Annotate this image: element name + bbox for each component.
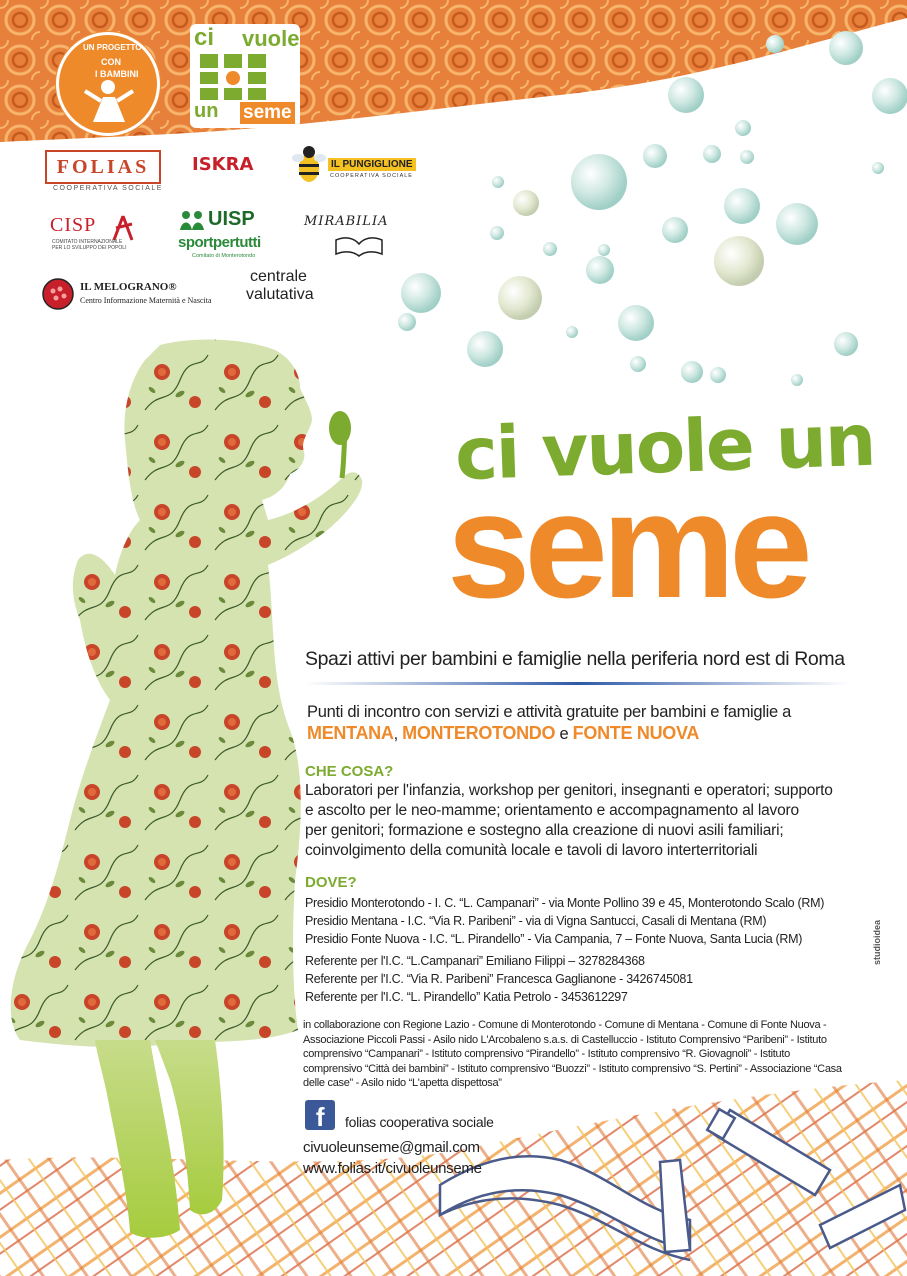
melograno-sub: Centro Informazione Maternità e Nascita [80,296,212,305]
centrale-line2: valutativa [246,286,314,303]
iskra-name: ISKRA [192,154,254,175]
website-link[interactable]: www.folias.it/civuoleunseme [303,1160,482,1177]
pungiglione-logo [292,142,412,188]
con-i-bambini-line2: CON [101,57,121,67]
collaboration-text: in collaborazione con Regione Lazio - Comune di Monterotondo - Comune di Mentana - Comune di Fonte Nuova - Associazione Piccoli Passi - Asilo nido L'Arcobaleno s.a.s. di Castelluccio - Istituto Comprensivo “Paribeni” - Istituto comprensivo “Campanari” - Istituto comprensivo “Pirandello” - Istituto comprensivo “R. Giovagnoli” - Istituto comprensivo “Città dei bambini” - Istituto comprensivo “Buozzi” - Istituto comprensivo “S. Pertini” - Associazione “Casa delle case” - Asilo nido “L'apetta dispettosa” [303,1019,842,1089]
uisp-figures-icon [178,210,206,232]
seed-grid-icon [198,52,270,102]
where-referents [305,952,693,1006]
what-section-text [305,781,860,861]
what-line: Laboratori per l'infanzia, workshop per genitori, insegnanti e operatori; supporto [305,782,833,799]
site-line: Presidio Monterotondo - I. C. “L. Campanari” - via Monte Pollino 39 e 45, Monterotondo Scalo (RM) [305,896,825,910]
intro-separator-2: e [555,725,573,743]
centrale-valutativa-logo [246,268,346,308]
con-i-bambini-line1: UN PROGETTO [83,43,142,52]
what-line: coinvolgimento della comunità locale e tavoli di lavoro interterritoriali [305,842,758,859]
cisp-sub2: PER LO SVILUPPO DEI POPOLI [52,245,127,251]
folias-sub: COOPERATIVA SOCIALE [53,185,163,192]
mini-logo-seme: seme [240,102,295,124]
intro-paragraph [307,702,867,745]
facebook-icon: f [305,1100,335,1130]
uisp-sub2: Comitato di Monterotondo [192,253,256,259]
centrale-line1: centrale [250,268,307,285]
main-title-line2: seme [447,461,807,629]
cisp-emblem-icon [110,214,136,242]
pungiglione-name: IL PUNGIGLIONE [328,158,416,171]
intro-separator-1: , [393,725,403,743]
city-mentana: MENTANA [307,723,394,743]
cisp-sub1: COMITATO INTERNAZIONALE [52,239,123,245]
folias-logo [45,150,163,194]
mini-logo-vuole: vuole [242,26,300,51]
intro-text: Punti di incontro con servizi e attività gratuite per bambini e famiglie a [307,703,792,721]
folias-name: FOLIAS [45,150,161,184]
con-i-bambini-logo [56,32,160,136]
melograno-name: IL MELOGRANO® [80,281,177,293]
studio-credit: studioidea [872,919,882,965]
city-fonte-nuova: FONTE NUOVA [572,723,700,743]
pomegranate-icon [40,275,76,311]
mini-logo-un: un [194,100,219,122]
main-title-line1: ci vuole un [453,397,876,497]
mirabilia-logo [300,200,390,262]
referent-line: Referente per l'I.C. “L. Pirandello” Katia Petrolo - 3453612297 [305,990,628,1004]
what-line: per genitori; formazione e sostegno alla creazione di nuovi asili familiari; [305,822,784,839]
child-figure-icon [73,77,143,127]
what-section-title: CHE COSA? [305,763,394,780]
uisp-logo [176,208,276,264]
divider-line [305,682,850,685]
pungiglione-sub: COOPERATIVA SOCIALE [330,173,413,179]
city-monterotondo: MONTEROTONDO [402,723,556,743]
con-i-bambini-line3: I BAMBINI [95,69,139,79]
site-line: Presidio Fonte Nuova - I.C. “L. Pirandello” - Via Campania, 7 – Fonte Nuova, Santa Lucia (RM) [305,932,803,946]
open-book-icon [334,234,384,258]
facebook-row[interactable] [303,1098,494,1132]
ci-vuole-un-seme-mini-logo [190,24,300,128]
facebook-page-link[interactable]: folias cooperativa sociale [345,1114,494,1130]
referent-line: Referente per l'I.C. “L.Campanari” Emiliano Filippi – 3278284368 [305,954,645,968]
where-sites [305,894,824,948]
bee-icon [292,142,326,186]
iskra-logo [192,150,262,184]
email-link[interactable]: civuoleunseme@gmail.com [303,1139,480,1156]
subtitle: Spazi attivi per bambini e famiglie nella periferia nord est di Roma [305,648,845,670]
melograno-logo [40,275,230,311]
site-line: Presidio Mentana - I.C. “Via R. Paribeni” - via di Vigna Santucci, Casali di Mentana (RM) [305,914,767,928]
what-line: e ascolto per le neo-mamme; orientamento e accompagnamento al lavoro [305,802,799,819]
referent-line: Referente per l'I.C. “Via R. Paribeni” Francesca Gaglianone - 3426745081 [305,972,693,986]
intro-cities [307,723,867,745]
where-section-title: DOVE? [305,874,357,891]
cisp-name: CISP [50,214,97,236]
mini-logo-ci: ci [194,24,215,51]
contacts-block [303,1098,494,1177]
mirabilia-name: MIRABILIA [304,214,389,229]
cisp-logo [48,214,148,254]
uisp-name: UISP [208,208,255,230]
uisp-sub: sportpertutti [178,234,261,251]
